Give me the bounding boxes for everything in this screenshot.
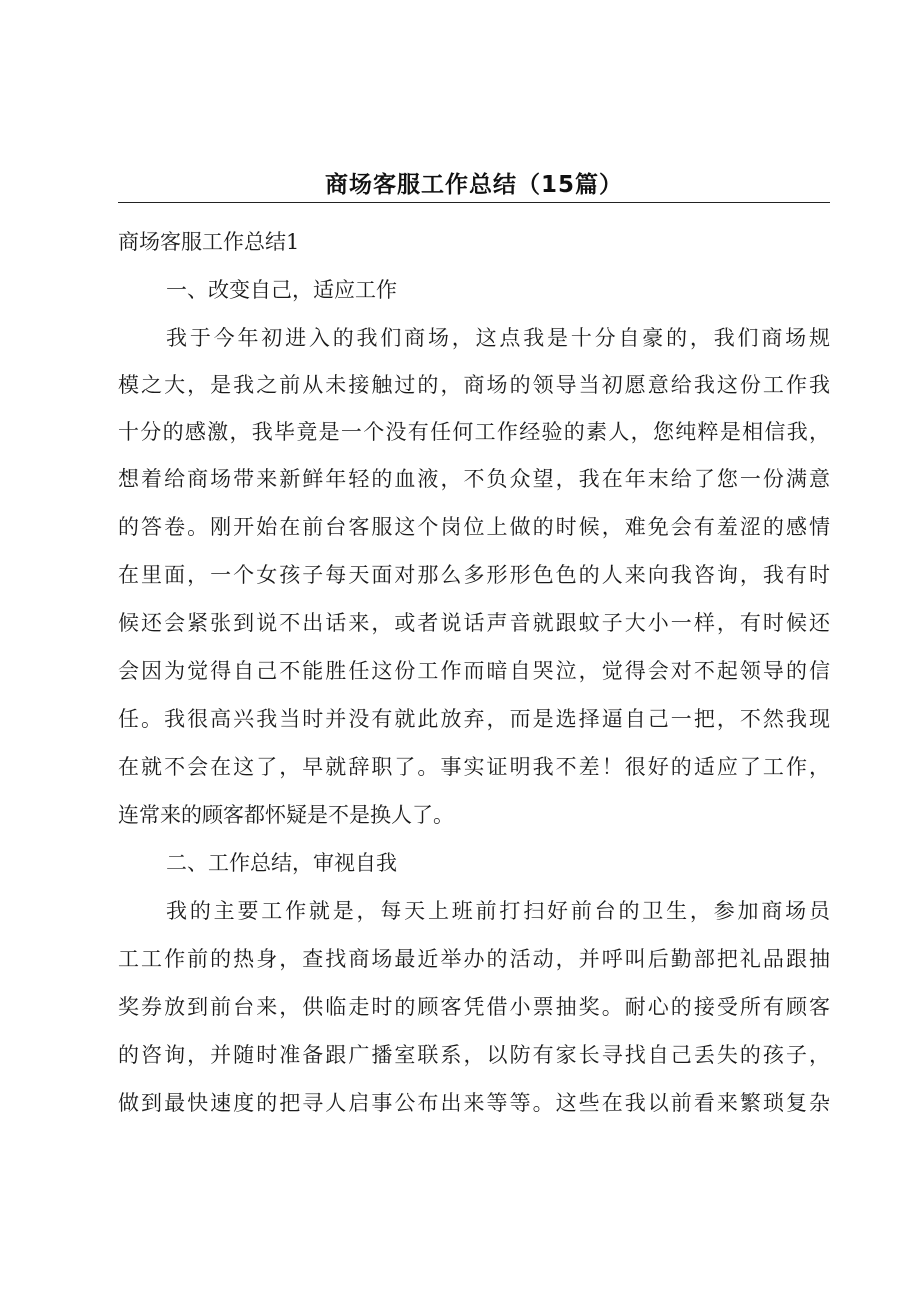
paragraph-line: 想着给商场带来新鲜年轻的血液，不负众望，我在年末给了您一份满意 bbox=[118, 467, 830, 491]
paragraph-line: 我的主要工作就是，每天上班前打扫好前台的卫生，参加商场员 bbox=[166, 899, 830, 923]
document-title: 商场客服工作总结（15篇） bbox=[324, 172, 623, 198]
paragraph-line: 候还会紧张到说不出话来，或者说话声音就跟蚊子大小一样，有时候还 bbox=[118, 611, 830, 635]
paragraph-line: 连常来的顾客都怀疑是不是换人了。 bbox=[118, 803, 454, 827]
paragraph-line: 模之大，是我之前从未接触过的，商场的领导当初愿意给我这份工作我 bbox=[118, 373, 830, 397]
paragraph-line: 的咨询，并随时准备跟广播室联系，以防有家长寻找自己丢失的孩子， bbox=[118, 1043, 830, 1067]
subheading-2: 二、工作总结，审视自我 bbox=[166, 851, 397, 875]
paragraph-line: 会因为觉得自己不能胜任这份工作而暗自哭泣，觉得会对不起领导的信 bbox=[118, 659, 830, 683]
paragraph-line: 十分的感激，我毕竟是一个没有任何工作经验的素人，您纯粹是相信我， bbox=[118, 420, 830, 444]
paragraph-line: 工工作前的热身，查找商场最近举办的活动，并呼叫后勤部把礼品跟抽 bbox=[118, 947, 830, 971]
paragraph-line: 的答卷。刚开始在前台客服这个岗位上做的时候，难免会有羞涩的感情 bbox=[118, 515, 830, 539]
subheading-1: 一、改变自己，适应工作 bbox=[166, 278, 397, 302]
paragraph-line: 任。我很高兴我当时并没有就此放弃，而是选择逼自己一把，不然我现 bbox=[118, 707, 830, 731]
section-heading: 商场客服工作总结1 bbox=[118, 230, 300, 254]
paragraph-line: 在里面，一个女孩子每天面对那么多形形色色的人来向我咨询，我有时 bbox=[118, 563, 830, 587]
title-underline bbox=[118, 202, 830, 203]
paragraph-line: 奖券放到前台来，供临走时的顾客凭借小票抽奖。耐心的接受所有顾客 bbox=[118, 995, 830, 1019]
paragraph-line: 我于今年初进入的我们商场，这点我是十分自豪的，我们商场规 bbox=[166, 326, 830, 350]
paragraph-line: 在就不会在这了，早就辞职了。事实证明我不差！很好的适应了工作， bbox=[118, 755, 830, 779]
paragraph-line: 做到最快速度的把寻人启事公布出来等等。这些在我以前看来繁琐复杂 bbox=[118, 1091, 830, 1115]
